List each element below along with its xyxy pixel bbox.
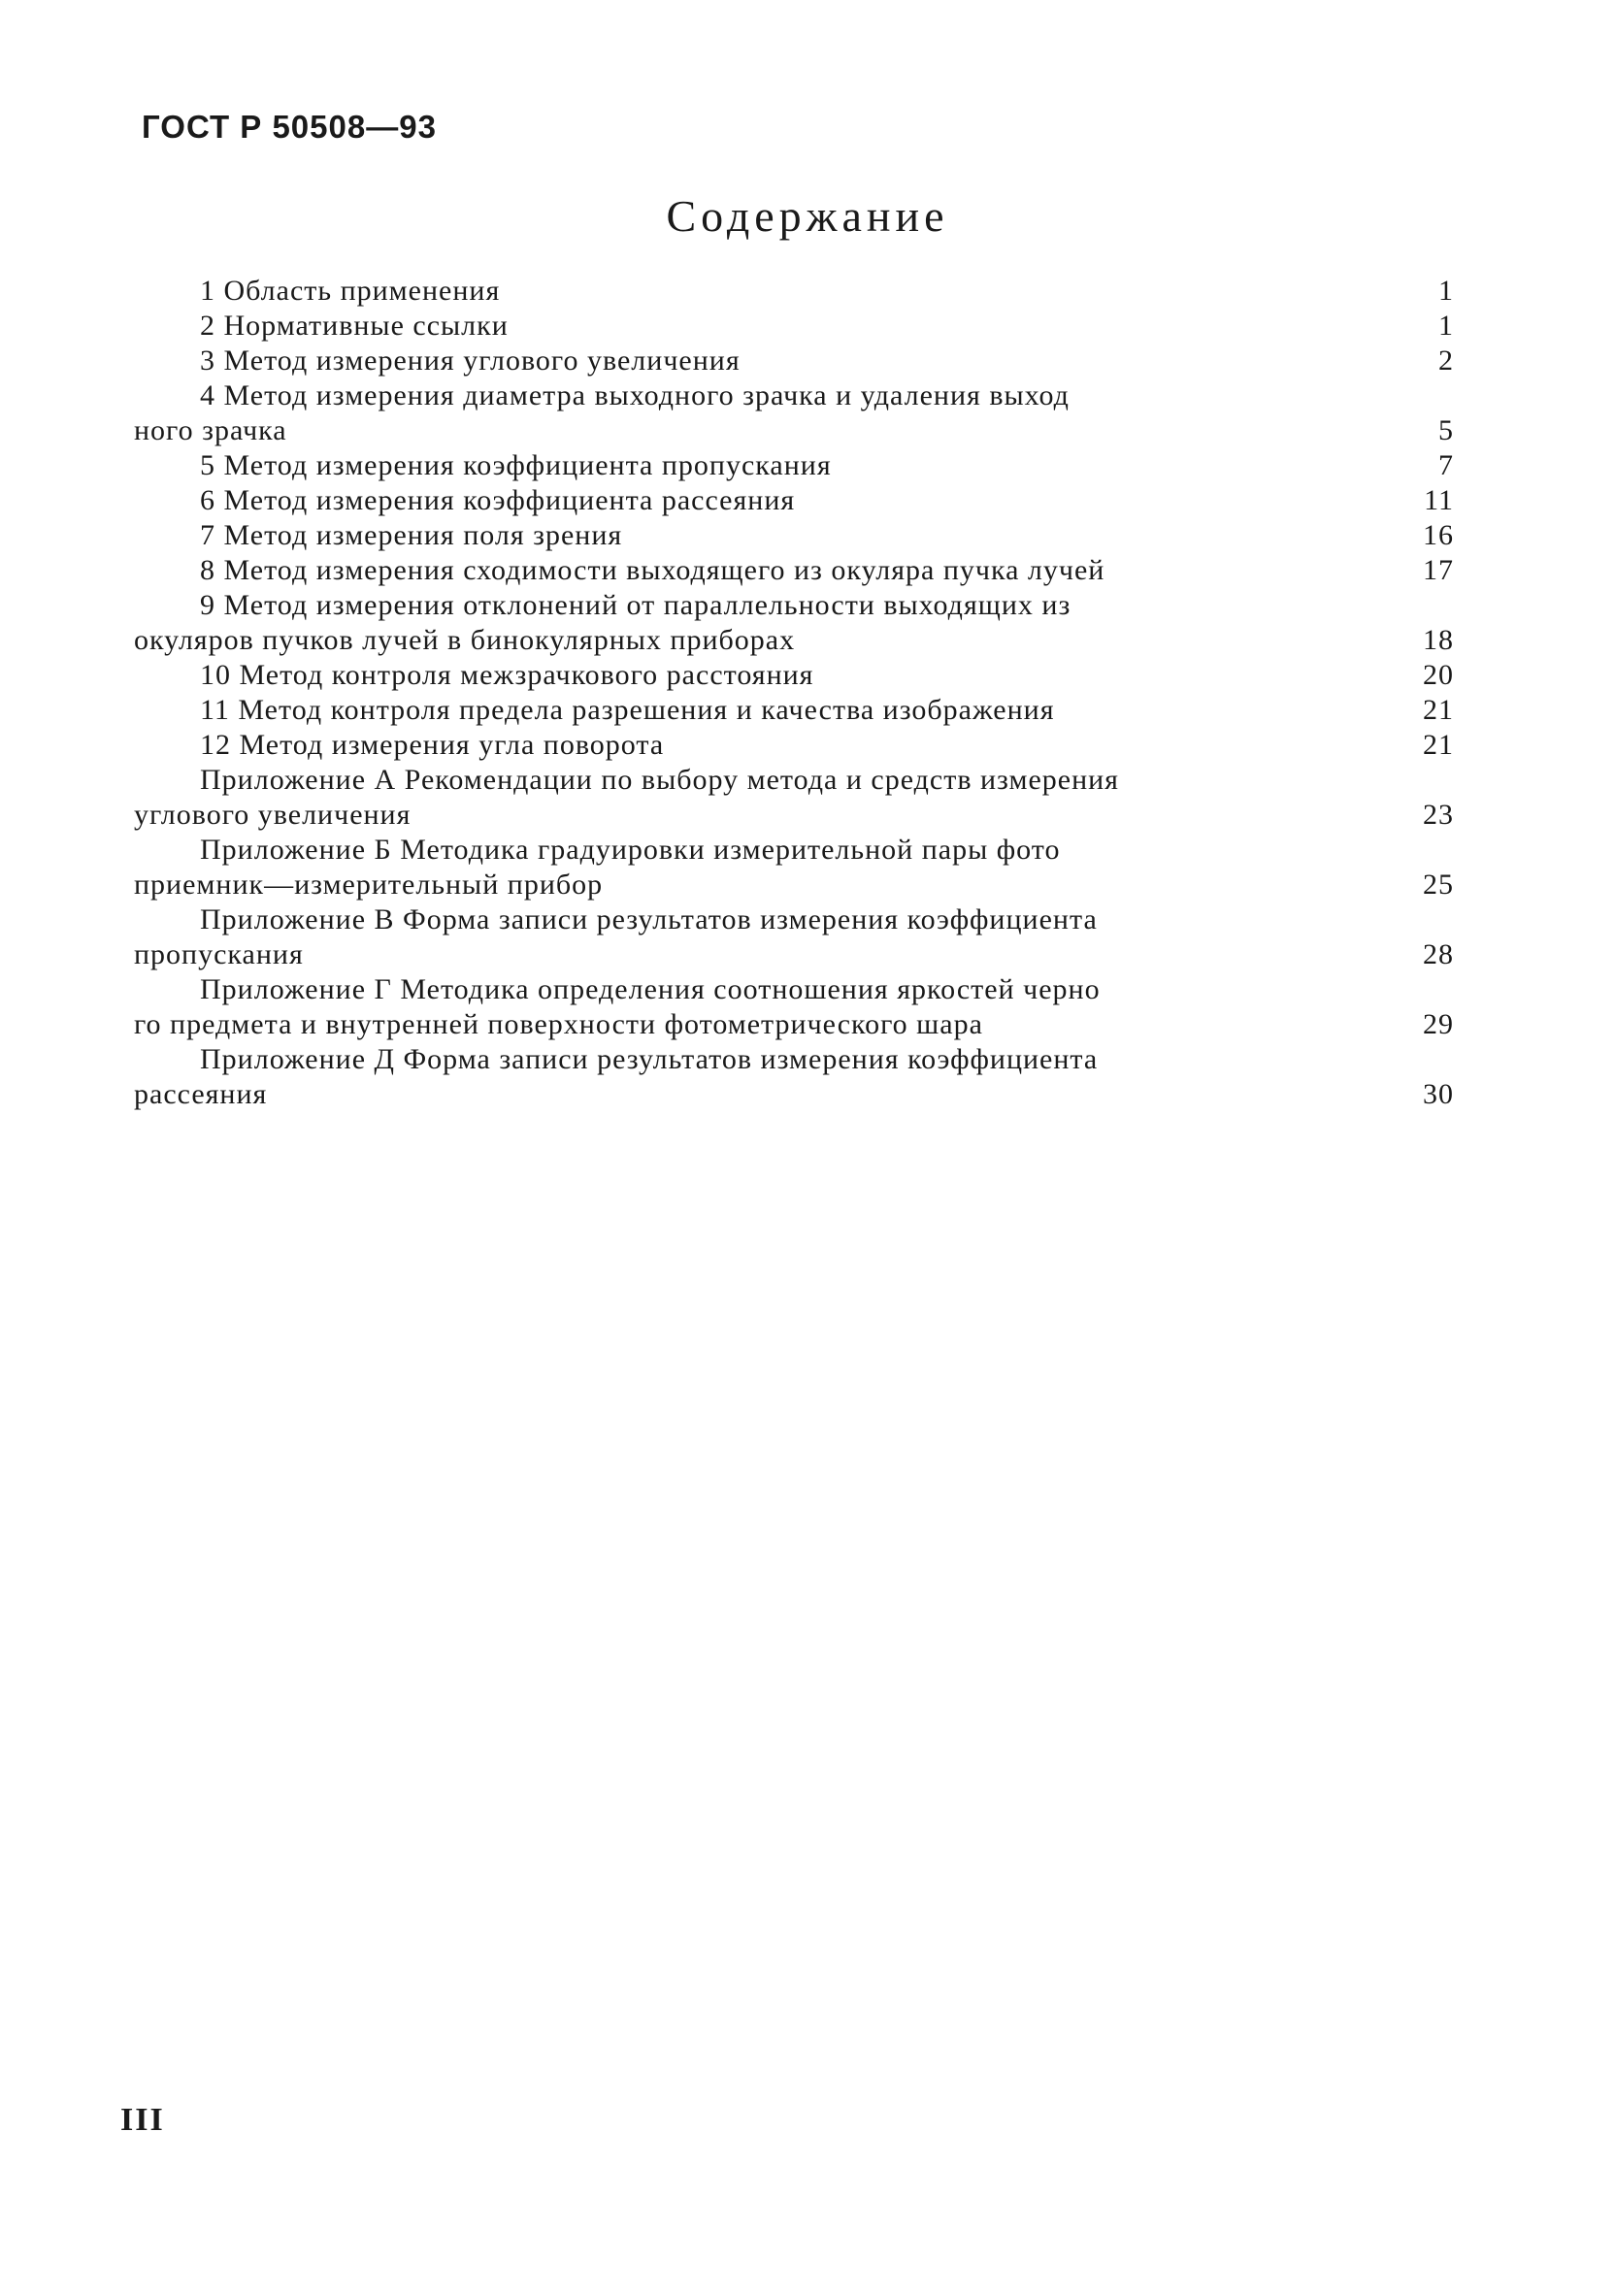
toc-entry-title: 12 Метод измерения угла поворота	[200, 729, 665, 761]
toc-entry-title: 1 Область применения	[200, 275, 501, 307]
toc-entry-title: 3 Метод измерения углового увеличения	[200, 344, 741, 377]
toc-entry-page: 17	[1423, 554, 1454, 586]
toc-entry-title: 9 Метод измерения отклонений от параллельности выходящих из	[200, 589, 1071, 621]
toc-entry-title: 2 Нормативные ссылки	[200, 310, 509, 342]
toc-entry-page: 11	[1424, 484, 1454, 516]
toc-entry-page: 29	[1423, 1008, 1454, 1040]
toc-entry	[134, 763, 1454, 833]
toc-entry-page: 18	[1423, 624, 1454, 656]
toc-entry	[134, 658, 1454, 693]
toc-entry-title: 4 Метод измерения диаметра выходного зрачка и удаления выход	[200, 379, 1070, 411]
toc-entry-title: Приложение Д Форма записи результатов измерения коэффициента	[200, 1043, 1099, 1075]
toc-entry	[134, 972, 1454, 1042]
toc-entry	[134, 1042, 1454, 1112]
toc-entry-title: Приложение Б Методика градуировки измерительной пары фото	[200, 834, 1061, 866]
toc-entry-title-continued: приемник—измерительный прибор	[134, 869, 604, 901]
toc-entry-title-continued: рассеяния	[134, 1078, 268, 1110]
toc-entry-title-continued: го предмета и внутренней поверхности фотометрического шара	[134, 1008, 983, 1040]
toc-entry	[134, 693, 1454, 728]
document-code: ГОСТ Р 50508—93	[142, 109, 437, 145]
toc-entry-title: 6 Метод измерения коэффициента рассеяния	[200, 484, 796, 516]
toc-entry	[134, 378, 1454, 448]
toc-entry-title-continued: окуляров пучков лучей в бинокулярных приборах	[134, 624, 796, 656]
toc-entry-title: Приложение А Рекомендации по выбору метода и средств измерения	[200, 764, 1119, 796]
toc-entry-page: 20	[1423, 659, 1454, 691]
toc-entry-title: 11 Метод контроля предела разрешения и качества изображения	[200, 694, 1055, 726]
toc-entry-title: 5 Метод измерения коэффициента пропускания	[200, 449, 832, 481]
table-of-contents	[134, 274, 1454, 1112]
toc-entry-page: 16	[1423, 519, 1454, 551]
toc-entry-page: 1	[1438, 275, 1454, 307]
toc-entry	[134, 902, 1454, 972]
toc-entry-page: 28	[1423, 938, 1454, 970]
toc-entry-page: 23	[1423, 799, 1454, 831]
toc-entry-page: 25	[1423, 869, 1454, 901]
toc-entry-title: Приложение В Форма записи результатов измерения коэффициента	[200, 903, 1098, 935]
toc-entry-page: 21	[1423, 694, 1454, 726]
toc-entry-title: 7 Метод измерения поля зрения	[200, 519, 623, 551]
toc-entry	[134, 553, 1454, 588]
toc-entry-title-continued: ного зрачка	[134, 414, 287, 446]
toc-entry	[134, 518, 1454, 553]
toc-entry-page: 1	[1438, 310, 1454, 342]
toc-entry-page: 5	[1438, 414, 1454, 446]
toc-entry	[134, 309, 1454, 344]
toc-entry-title-continued: углового увеличения	[134, 799, 412, 831]
toc-entry	[134, 588, 1454, 658]
toc-entry	[134, 483, 1454, 518]
toc-entry	[134, 728, 1454, 763]
toc-entry-title-continued: пропускания	[134, 938, 304, 970]
toc-entry-title: 10 Метод контроля межзрачкового расстояния	[200, 659, 814, 691]
toc-entry-page: 30	[1423, 1078, 1454, 1110]
page-title: Содержание	[666, 191, 949, 241]
toc-entry	[134, 448, 1454, 483]
toc-entry	[134, 833, 1454, 902]
toc-entry	[134, 344, 1454, 378]
toc-entry-title: 8 Метод измерения сходимости выходящего из окуляра пучка лучей	[200, 554, 1105, 586]
toc-entry-page: 2	[1438, 344, 1454, 377]
toc-entry-title: Приложение Г Методика определения соотношения яркостей черно	[200, 973, 1101, 1005]
toc-entry-page: 21	[1423, 729, 1454, 761]
page-number: III	[120, 2102, 165, 2138]
toc-entry	[134, 274, 1454, 309]
toc-entry-page: 7	[1438, 449, 1454, 481]
